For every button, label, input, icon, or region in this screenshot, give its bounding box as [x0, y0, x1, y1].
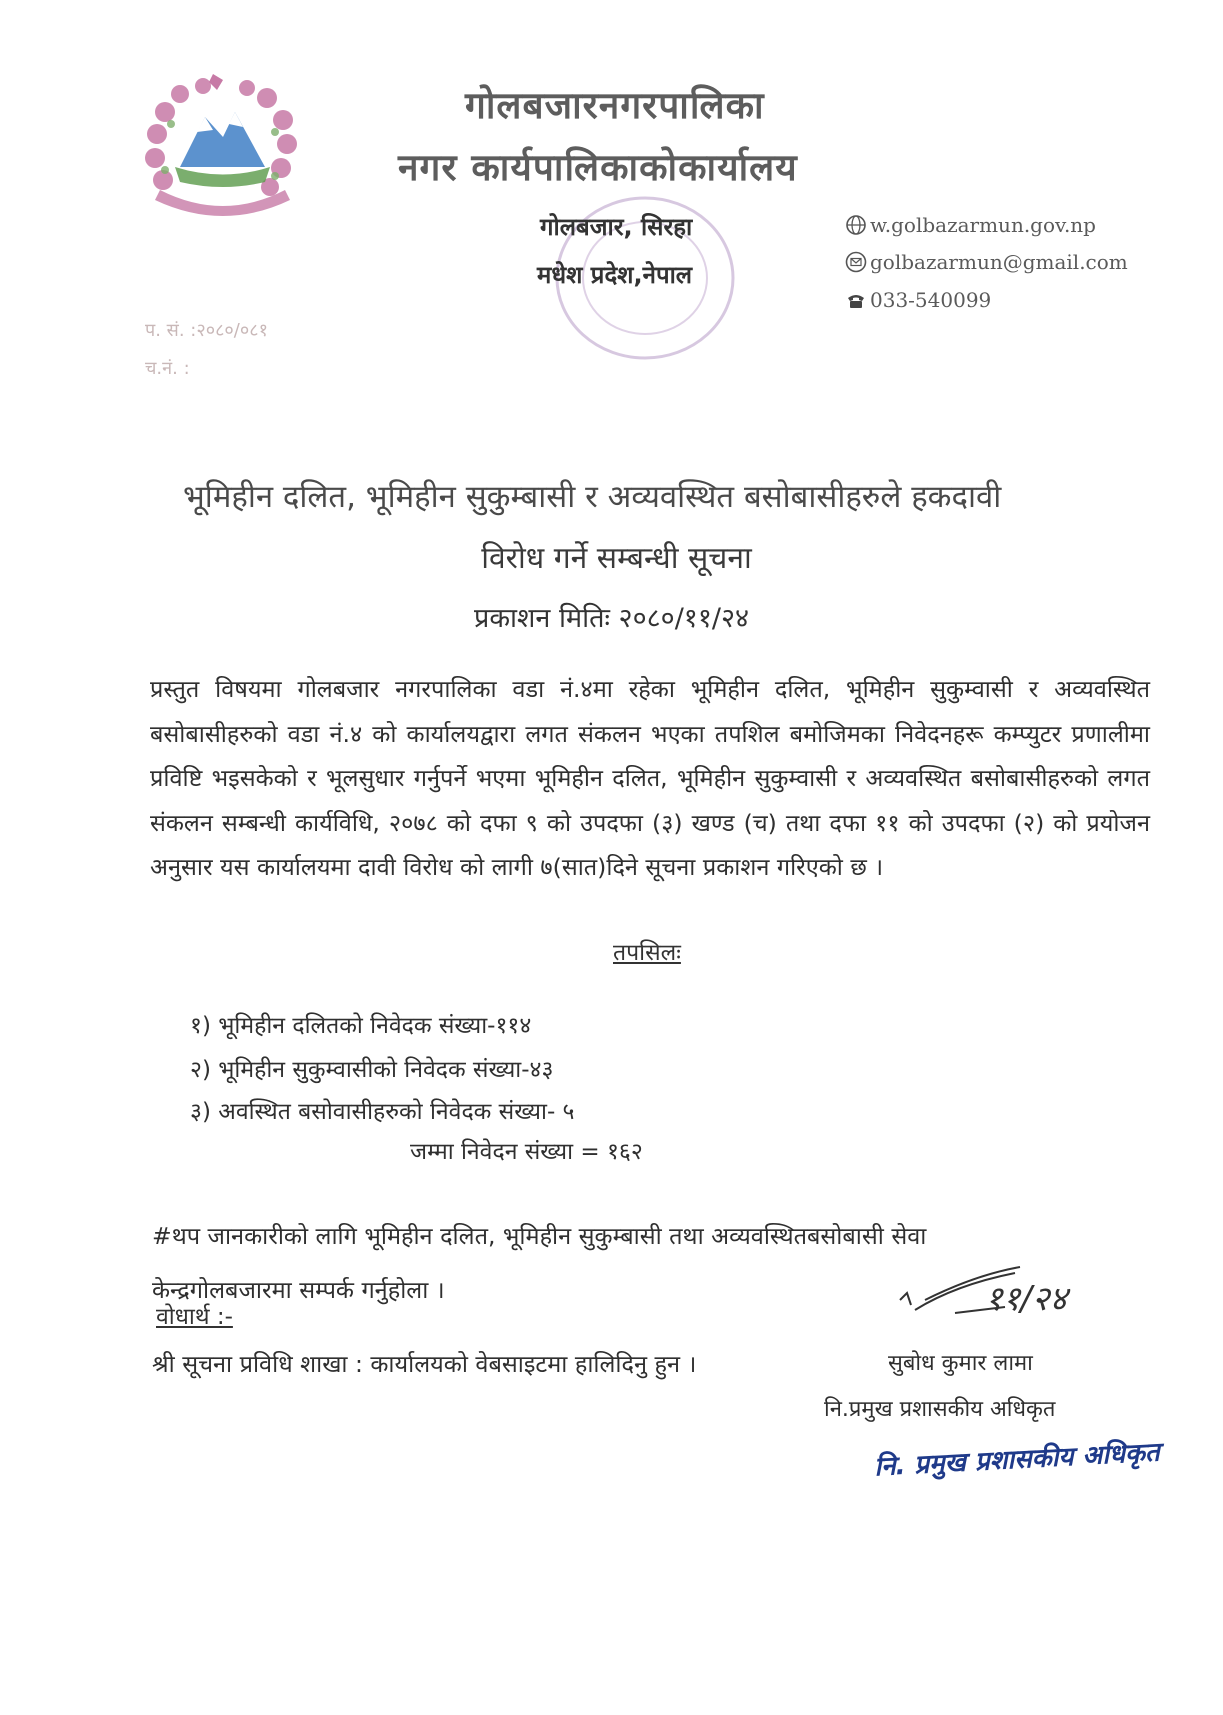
phone-contact [845, 288, 991, 312]
email-contact [845, 250, 1128, 274]
list-item: ३) अवस्थित बसोवासीहरुको निवेदक संख्या- ५ [190, 1099, 575, 1125]
publish-date: प्रकाशन मितिः २०८०/११/२४ [473, 603, 750, 634]
signatory-stamp: नि. प्रमुख प्रशासकीय अधिकृत [873, 1437, 1161, 1483]
phone-icon [845, 289, 867, 311]
globe-icon [845, 214, 867, 236]
signatory-name: सुबोध कुमार लामा [888, 1351, 1033, 1376]
signature-date: ११/२४ [985, 1279, 1068, 1319]
more-info-note: #थप जानकारीको लागि भूमिहीन दलित, भूमिहीन सुकुम्बासी तथा अव्यवस्थितबसोबासी सेवा केन्द्रगोलबजारमा सम्पर्क गर्नुहोला । [152, 1222, 927, 1304]
dispatch-number: च.नं. : [145, 358, 190, 379]
website-text[interactable]: w.golbazarmun.gov.np [870, 213, 1096, 237]
email-text[interactable]: golbazarmun@gmail.com [870, 250, 1128, 274]
signatory-role: नि.प्रमुख प्रशासकीय अधिकृत [824, 1397, 1056, 1422]
notice-body: प्रस्तुत विषयमा गोलबजार नगरपालिका वडा नं.४मा रहेका भूमिहीन दलित, भूमिहीन सुकुम्वासी र अव्यवस्थित बसोबासीहरुको वडा नं.४ को कार्यालयद्वारा लगत संकलन भएका तपशिल बमोजिमका निवेदनहरू कम्प्युटर प्रणालीमा प्रविष्टि भइसकेको र भूलसुधार गर्नुपर्ने भएमा भूमिहीन दलित, भूमिहीन सुकुम्वासी र अव्यवस्थित बसोबासीहरुको लगत संकलन सम्बन्धी कार्यविधि, २०७८ को दफा ९ को उपदफा (३) खण्ड (च) तथा दफा ११ को उपदफा (२) को प्रयोजन अनुसार यस कार्यालयमा दावी विरोध को लागी ७(सात)दिने सूचना प्रकाशन गरिएको छ । [150, 675, 1150, 881]
total-applications: जम्मा निवेदन संख्या = १६२ [410, 1139, 643, 1165]
list-item: २) भूमिहीन सुकुम्वासीको निवेदक संख्या-४३ [190, 1057, 554, 1083]
bodhartha-heading: वोधार्थ :- [156, 1304, 233, 1330]
municipality-emblem [135, 72, 310, 222]
list-item: १) भूमिहीन दलितको निवेदक संख्या-११४ [190, 1013, 532, 1039]
address-line1: गोलबजार, सिरहा [540, 213, 693, 241]
address-line2: मधेश प्रदेश,नेपाल [537, 261, 693, 289]
it-section-instruction: श्री सूचना प्रविधि शाखा : कार्यालयको वेबसाइटमा हालिदिनु हुन । [152, 1350, 697, 1378]
org-name-line2: नगर कार्यपालिकाकोकार्यालय [398, 146, 798, 189]
website-contact [845, 213, 1096, 237]
org-name-line1: गोलबजारनगरपालिका [465, 84, 765, 127]
tapsil-heading: तपसिलः [613, 940, 681, 966]
notice-title-line1: भूमिहीन दलित, भूमिहीन सुकुम्बासी र अव्यवस्थित बसोबासीहरुले हकदावी [183, 479, 1002, 515]
mail-icon [845, 251, 867, 273]
reference-number: प. सं. :२०८०/०८१ [145, 320, 268, 341]
notice-title-line2: विरोध गर्ने सम्बन्धी सूचना [481, 541, 752, 576]
handwritten-signature [895, 1255, 1105, 1335]
phone-text: 033-540099 [870, 288, 992, 312]
